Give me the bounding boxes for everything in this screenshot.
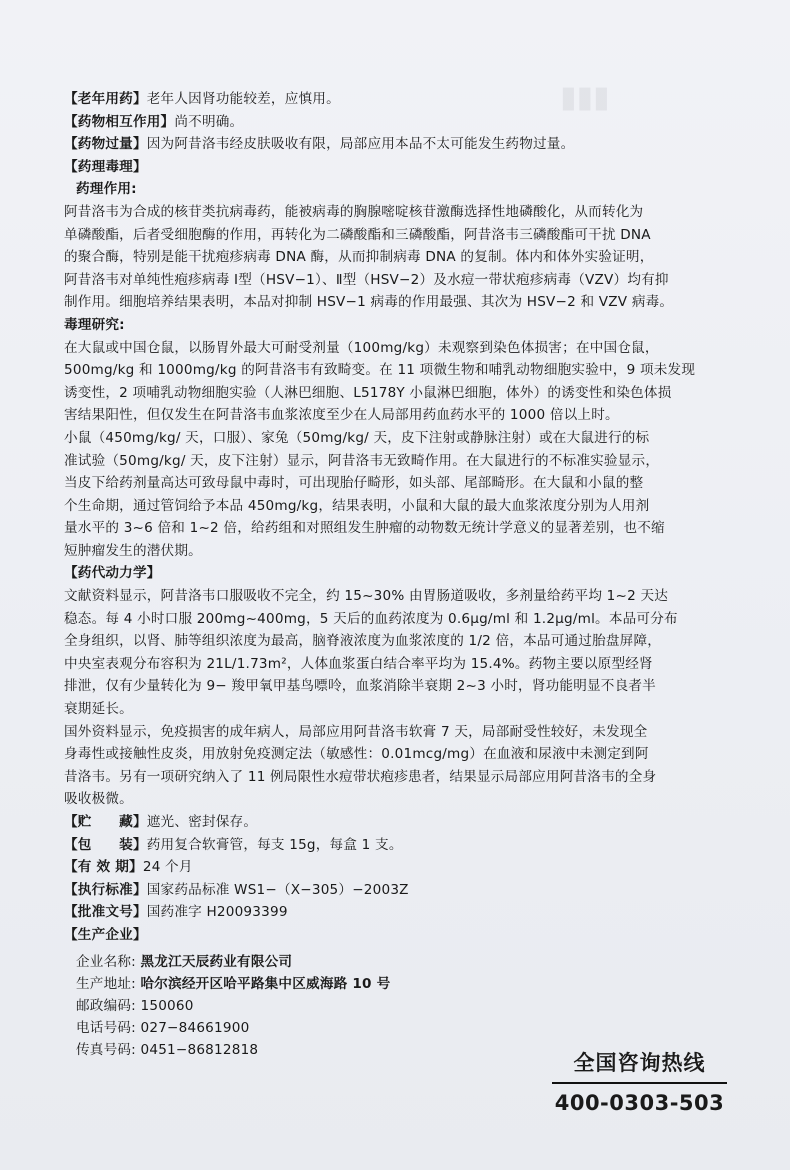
- section-text: 老年人因肾功能较差，应慎用。: [146, 91, 340, 107]
- text-line: 准试验（50mg/kg/ 天，皮下注射）显示，阿昔洛韦无致畸作用。在大鼠进行的不标准实验显示，: [64, 452, 660, 469]
- section-label: 【包 装】: [64, 836, 147, 853]
- field-label: 企业名称:: [76, 953, 136, 970]
- section-label: 【药理毒理】: [64, 158, 147, 175]
- pk-paragraph: [64, 585, 728, 811]
- section-label: 【有 效 期】: [64, 859, 143, 876]
- text-line: 小鼠（450mg/kg/ 天，口服）、家兔（50mg/kg/ 天，皮下注射或静脉注射）或在大鼠进行的标: [64, 429, 650, 446]
- section-label: 【执行标准】: [64, 881, 147, 898]
- section-text: 国药准字 H20093399: [146, 904, 288, 921]
- text-line: 排泄，仅有少量转化为 9− 羧甲氧甲基鸟嘌呤，血浆消除半衰期 2~3 小时，肾功能明显不良者半: [64, 678, 656, 695]
- field-label: 传真号码:: [76, 1041, 136, 1058]
- manufacturer-section-label: 【生产企业】: [64, 926, 147, 943]
- text-line: 吸收极微。: [64, 791, 133, 808]
- address-row: [76, 973, 728, 995]
- text-line: 阿昔洛韦对单纯性疱疹病毒 Ⅰ型（HSV−1）、Ⅱ型（HSV−2）及水痘一带状疱疹病毒（VZV）均有抑: [64, 271, 669, 288]
- standard-section: [64, 879, 728, 902]
- section-text: 国家药品标准 WS1−（X−305）−2003Z: [146, 881, 409, 898]
- bleed-through-text: ▮▮▮: [560, 80, 610, 115]
- section-label: 【老年用药】: [64, 91, 147, 107]
- pharmacology-paragraph: [64, 201, 728, 314]
- section-text: 尚不明确。: [174, 113, 244, 130]
- section-text: 遮光、密封保存。: [146, 814, 258, 830]
- postcode-row: [76, 995, 728, 1017]
- text-line: 短肿瘤发生的潜伏期。: [64, 542, 202, 559]
- text-line: 衰期延长。: [64, 701, 133, 718]
- field-label: 电话号码:: [76, 1019, 136, 1036]
- pharmacology-heading: 药理作用:: [76, 181, 137, 198]
- text-line: 单磷酸酯，后者受细胞酶的作用，再转化为二磷酸酯和三磷酸酯，阿昔洛韦三磷酸酯可干扰 DNA: [64, 226, 651, 243]
- elderly-section: [64, 88, 728, 111]
- section-text: 药用复合软膏管，每支 15g，每盒 1 支。: [146, 836, 403, 853]
- pk-section-label: 【药代动力学】: [64, 565, 161, 582]
- text-line: 制作用。细胞培养结果表明，本品对抑制 HSV−1 病毒的作用最强、其次为 HSV−2 和 VZV 病毒。: [64, 294, 674, 311]
- approval-section: [64, 901, 728, 924]
- text-line: 国外资料显示，免疫损害的成年病人，局部应用阿昔洛韦软膏 7 天，局部耐受性较好，未发现全: [64, 723, 648, 740]
- section-label: 【批准文号】: [64, 904, 147, 921]
- text-line: 当皮下给药剂量高达可致母鼠中毒时，可出现胎仔畸形，如头部、尾部畸形。在大鼠和小鼠的整: [64, 475, 644, 492]
- section-text: 24 个月: [142, 859, 193, 876]
- storage-section: [64, 811, 728, 834]
- hotline-title: 全国咨询热线: [573, 1051, 706, 1075]
- toxicology-heading: 毒理研究:: [64, 316, 125, 333]
- company-name: 黑龙江天辰药业有限公司: [140, 953, 293, 970]
- hotline-number: 400-0303-503: [554, 1091, 725, 1115]
- section-text: 因为阿昔洛韦经皮肤吸收有限，局部应用本品不太可能发生药物过量。: [146, 136, 575, 153]
- text-line: 文献资料显示，阿昔洛韦口服吸收不完全，约 15~30% 由胃肠道吸收，多剂量给药平均 1~2 天达: [64, 588, 669, 605]
- company-row: [76, 951, 728, 973]
- text-line: 量水平的 3~6 倍和 1~2 倍，给药组和对照组发生肿瘤的动物数无统计学意义的显著差别，也不缩: [64, 520, 665, 537]
- field-label: 生产地址:: [76, 975, 136, 992]
- text-line: 阿昔洛韦为合成的核苷类抗病毒药，能被病毒的胸腺嘧啶核苷激酶选择性地磷酸化，从而转化为: [64, 203, 644, 220]
- validity-section: [64, 856, 728, 879]
- section-label: 【药物过量】: [64, 136, 147, 153]
- section-label: 【药物相互作用】: [64, 113, 175, 130]
- toxicology-paragraph: [64, 337, 728, 563]
- text-line: 稳态。每 4 小时口服 200mg~400mg，5 天后的血药浓度为 0.6μg/ml 和 1.2μg/ml。本品可分布: [64, 610, 678, 627]
- text-line: 在大鼠或中国仓鼠，以肠胃外最大可耐受剂量（100mg/kg）未观察到染色体损害；在中国仓鼠，: [64, 339, 659, 356]
- text-line: 诱变性，2 项哺乳动物细胞实验（人淋巴细胞、L5178Y 小鼠淋巴细胞，体外）的诱变性和染色体损: [64, 384, 672, 401]
- text-line: 的聚合酶，特别是能干扰疱疹病毒 DNA 酶，从而抑制病毒 DNA 的复制。体内和体外实验证明，: [64, 249, 654, 266]
- text-line: 身毒性或接触性皮炎，用放射免疫测定法（敏感性：0.01mcg/mg）在血液和尿液中未测定到阿: [64, 746, 649, 763]
- hotline-box: [552, 1048, 727, 1117]
- text-line: 个生命期，通过管饲给予本品 450mg/kg，结果表明，小鼠和大鼠的最大血浆浓度分别为人用剂: [64, 497, 650, 514]
- manufacturer-details: [64, 951, 728, 1061]
- phone-row: [76, 1017, 728, 1039]
- text-line: 500mg/kg 和 1000mg/kg 的阿昔洛韦有致畸变。在 11 项微生物和哺乳动物细胞实验中，9 项未发现: [64, 362, 696, 379]
- fax-value: 0451−86812818: [140, 1041, 259, 1058]
- pharmtox-section: [64, 156, 728, 179]
- overdose-section: [64, 133, 728, 156]
- hotline-divider: [552, 1082, 727, 1084]
- phone-value: 027−84661900: [140, 1019, 250, 1036]
- field-label: 邮政编码:: [76, 997, 136, 1014]
- postcode-value: 150060: [140, 997, 194, 1014]
- package-section: [64, 834, 728, 857]
- text-line: 全身组织，以肾、肺等组织浓度为最高，脑脊液浓度为血浆浓度的 1/2 倍，本品可通过胎盘屏障，: [64, 633, 662, 650]
- text-line: 害结果阳性，但仅发生在阿昔洛韦血浆浓度至少在人局部用药血药水平的 1000 倍以上时。: [64, 407, 619, 424]
- interaction-section: [64, 111, 728, 134]
- section-label: 【贮 藏】: [64, 814, 147, 830]
- text-line: 昔洛韦。另有一项研究纳入了 11 例局限性水痘带状疱疹患者，结果显示局部应用阿昔洛韦的全身: [64, 768, 657, 785]
- text-line: 中央室表观分布容积为 21L/1.73m²，人体血浆蛋白结合率平均为 15.4%。药物主要以原型经肾: [64, 655, 653, 672]
- address-value: 哈尔滨经开区哈平路集中区威海路 10 号: [140, 975, 391, 992]
